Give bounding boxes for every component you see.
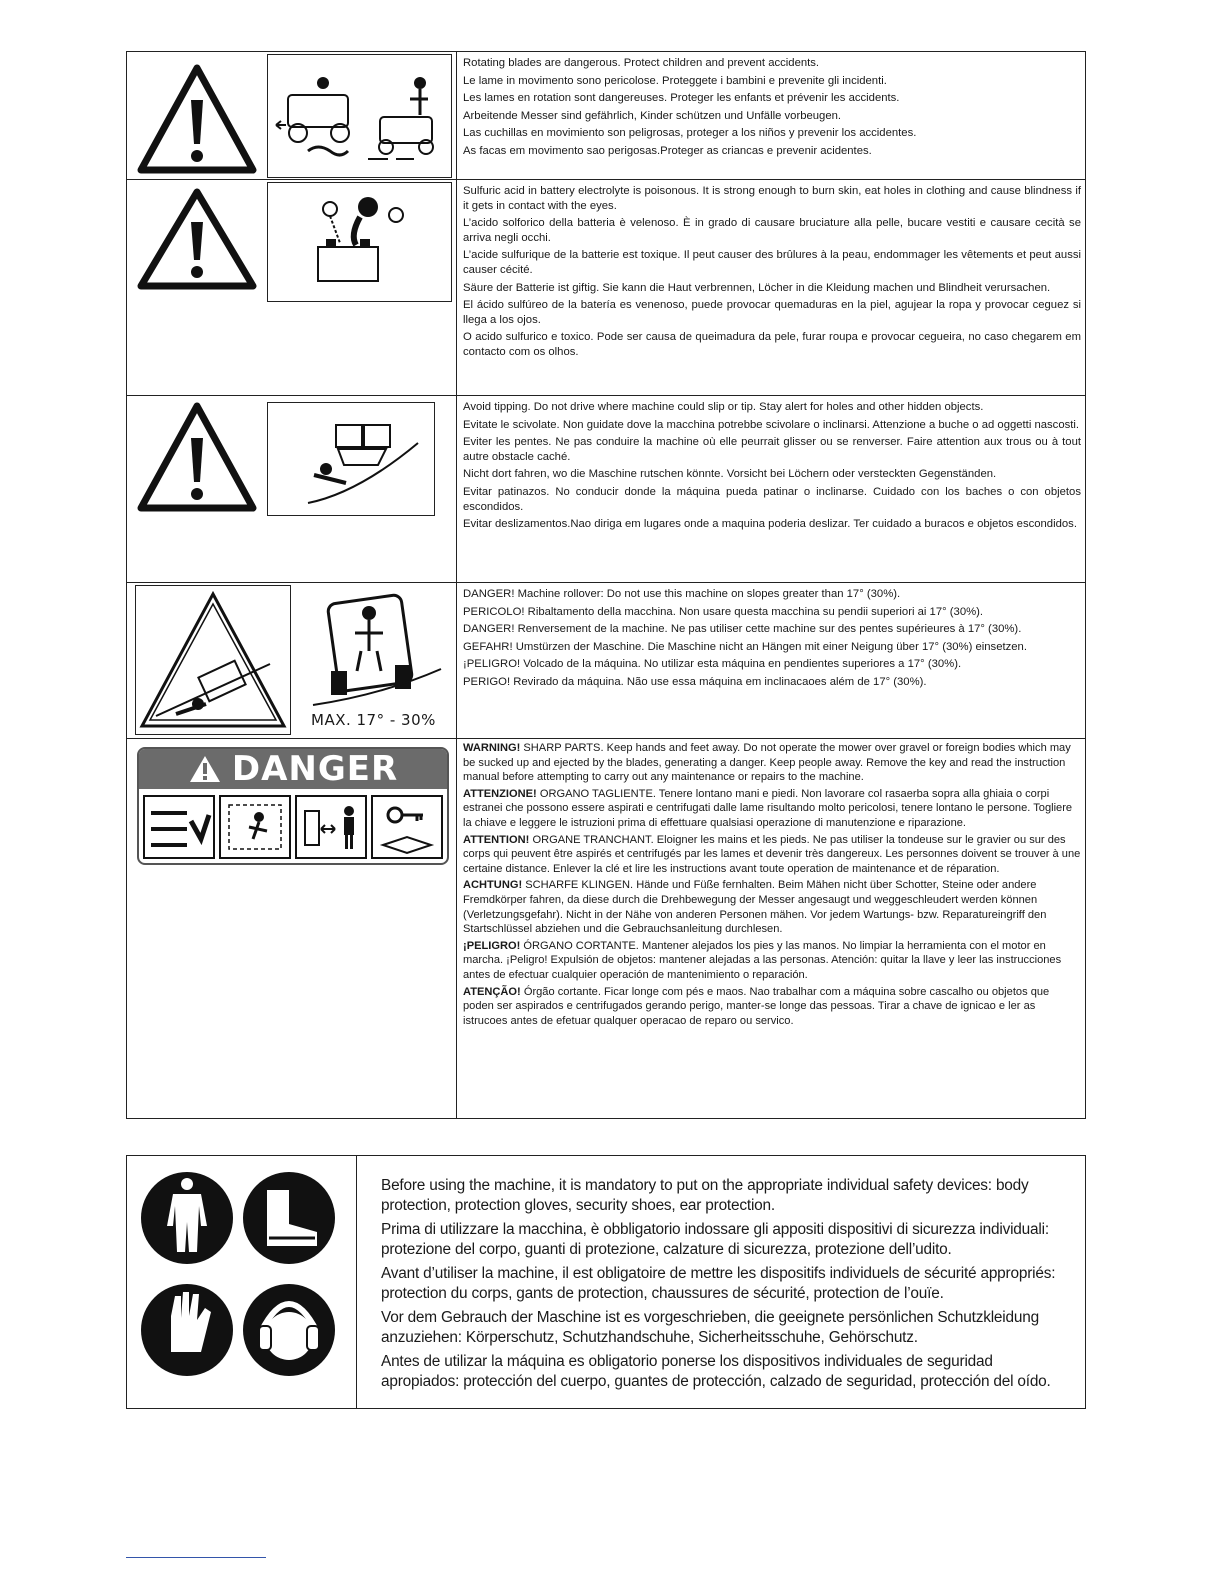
warning-line: PERIGO! Revirado da máquina. Não use essa máquina em inclinacaoes além de 17° (30%). — [463, 675, 927, 688]
warning-paragraph-heading: ATENÇÃO! — [463, 985, 521, 998]
warning-row-pictograms — [127, 180, 457, 395]
warning-line: Les lames en rotation sont dangereuses. Proteger les enfants et prévenir les accidents. — [463, 92, 900, 105]
warning-line: Le lame in movimento sono pericolose. Proteggete i bambini e prevenite gli incidenti. — [463, 74, 887, 87]
warning-text-block — [463, 400, 1081, 535]
key-manual-icon — [371, 795, 443, 859]
warning-paragraph-body: ÓRGANO CORTANTE. Mantener alejados los pies y las manos. No limpiar la herramienta con el motor en marcha. ¡Peligro! Expulsión de objetos: mantener alejadas a las personas. Atención: quitar la llave y leer las instrucciones antes de efectuar cualquier operación de mantenimiento o reparación. — [463, 939, 1062, 981]
warning-line: As facas em movimento sao perigosas.Proteger as criancas e prevenir acidentes. — [463, 144, 872, 157]
warning-paragraph-body: ORGANO TAGLIENTE. Tenere lontano mani e piedi. Non lavorare col rasaerba sopra alla ghiaia o corpi estranei che possono essere aspirati e centrifugati dalle lame risultando molto pericolosi, tenere lontano le persone. Togliere la chiave e leggere le istruzioni prima di effettuare qualsiasi operazione di manutenzione e riparazione. — [463, 787, 1073, 829]
warning-triangle-icon — [188, 754, 222, 784]
warning-row-pictograms — [127, 583, 457, 738]
glove-icon — [141, 1284, 233, 1376]
warning-paragraph-heading: ACHTUNG! — [463, 879, 523, 892]
ppe-requirements-table — [126, 1155, 1086, 1409]
slope-limit-label: MAX. 17° - 30% — [311, 711, 436, 729]
ppe-text-block — [381, 1176, 1071, 1396]
warning-text-block — [463, 56, 1081, 162]
warning-row-pictograms — [127, 739, 457, 1119]
warning-row-battery-acid — [127, 180, 1085, 396]
safety-boot-icon — [243, 1172, 335, 1264]
warning-line: Las cuchillas en movimiento son peligrosas, proteger a los niños y prevenir los accidentes. — [463, 127, 917, 140]
keep-distance-icon — [295, 795, 367, 859]
warning-line: Avoid tipping. Do not drive where machine could slip or tip. Stay alert for holes and other hidden objects. — [463, 401, 984, 413]
warning-paragraph-body: SHARP PARTS. Keep hands and feet away. Do not operate the mower over gravel or foreign bodies which may be sucked up and ejected by the blades, generating a danger. Keep people away. Remove the key and read the instruction manual before attempting to carry out any maintenance or repairs to the machine. — [463, 742, 1071, 784]
warning-paragraph-heading: ATTENTION! — [463, 833, 530, 846]
warning-paragraph-heading: WARNING! — [463, 742, 521, 754]
warning-paragraph-body: Órgão cortante. Ficar longe com pés e maos. Nao trabalhar com a máquina sobre cascalho ou objetos que poden ser aspirados e centrifugados gerando perigo, manter-se longe das pessoas. Tirar a chave de ignicao e ler as istrucoes antes de efetuar qualquer operacao de reparo ou servico. — [463, 985, 1050, 1027]
ppe-line: Antes de utilizar la máquina es obligatorio ponerse los dispositivos individuales de seguridad apropiados: protección del cuerpo, guantes de protección, calzado de seguridad, protección del oído. — [381, 1353, 1051, 1390]
rollover-triangle-pictogram — [135, 585, 291, 735]
warning-line: O acido sulfurico e toxico. Pode ser causa de queimadura da pele, furar roupa e provocar cegueira, no caso chegarem em contacto com os olhos. — [463, 331, 1081, 358]
ppe-line: Before using the machine, it is mandatory to put on the appropriate individual safety devices: body protection, protection gloves, security shoes, ear protection. — [381, 1177, 1029, 1214]
warning-row-sharp-parts — [127, 739, 1085, 1119]
warning-line: L’acide sulfurique de la batterie est toxique. Il peut causer des brûlures à la peau, endommager les vêtements et peut aussi causer cécité. — [463, 249, 1081, 276]
safety-warnings-table — [126, 51, 1086, 1119]
warning-paragraph — [463, 985, 1081, 1029]
warning-paragraph-body: ORGANE TRANCHANT. Eloigner les mains et les pieds. Ne pas utiliser la tondeuse sur le gravier ou sur des corps qui peuvent être aspirés et centrifugés par les lames et devenir très dangereux. Les personnes doivent se trouver à une certaine distance. Enlever la clé et lire les instructions avant toute operation de maintenance et de réparation. — [463, 833, 1081, 875]
ppe-pictograms — [127, 1156, 357, 1408]
ppe-line: Vor dem Gebrauch der Maschine ist es vorgeschrieben, die geeignete persönlichen Schutzkleidung anzuziehen: Körperschutz, Schutzhandschuhe, Sicherheitsschuhe, Gehörschutz. — [381, 1309, 1039, 1346]
warning-row-tipping — [127, 396, 1085, 583]
coverall-icon — [141, 1172, 233, 1264]
warning-paragraph — [463, 787, 1081, 831]
tipping-mower-pictogram — [267, 402, 435, 516]
warning-line: PERICOLO! Ribaltamento della macchina. Non usare questa macchina su pendii superiori ai 17° (30%). — [463, 605, 984, 618]
warning-row-rollover — [127, 583, 1085, 739]
slope-limit-pictogram — [291, 585, 451, 735]
warning-line: Rotating blades are dangerous. Protect children and prevent accidents. — [463, 57, 820, 69]
warning-paragraph — [463, 878, 1081, 936]
warning-paragraph — [463, 939, 1081, 983]
warning-paragraph-heading: ATTENZIONE! — [463, 787, 537, 800]
warning-text-block — [463, 184, 1081, 363]
danger-banner-text: DANGER — [231, 749, 399, 789]
foot-blade-icon — [143, 795, 215, 859]
warning-line: L’acido solforico della batteria è velenoso. È in grado di causare bruciature alla pelle, bucare vestiti e causare cecità se arriva negli occhi. — [463, 217, 1081, 244]
footnote-separator — [126, 1557, 266, 1558]
warning-text-block — [463, 587, 1081, 693]
warning-paragraph — [463, 833, 1081, 877]
warning-line: El ácido sulfúreo de la batería es venenoso, puede provocar quemaduras en la piel, agujear la ropa y provocar ceguez si llega a los ojos. — [463, 299, 1081, 326]
warning-line: DANGER! Renversement de la machine. Ne pas utiliser cette machine sur des pentes supérieures à 17° (30%). — [463, 623, 1022, 636]
battery-acid-pictogram — [267, 182, 452, 302]
warning-line: Säure der Batterie ist giftig. Sie kann die Haut verbrennen, Löcher in die Kleidung machen und Blindheit verursachen. — [463, 281, 1051, 294]
ppe-line: Prima di utilizzare la macchina, è obbligatorio indossare gli appositi dispositivi di sicurezza individuali: protezione del corpo, guanti di protezione, calzature di sicurezza, protezione dell’udito. — [381, 1221, 1049, 1258]
thrown-object-icon — [219, 795, 291, 859]
warning-line: Evitate le scivolate. Non guidate dove la macchina potrebbe scivolare o inclinarsi. Attenzione a buche o ad oggetti nascosti. — [463, 418, 1080, 431]
warning-line: GEFAHR! Umstürzen der Maschine. Die Maschine nicht an Hängen mit einer Neigung über 17° (30%) einsetzen. — [463, 640, 1027, 653]
warning-line: Evitar patinazos. No conducir donde la máquina pueda patinar o inclinarse. Cuidado con los baches o con objetos escondidos. — [463, 485, 1081, 513]
children-mower-pictogram — [267, 54, 452, 178]
warning-row-rotating-blades — [127, 52, 1085, 180]
warning-line: DANGER! Machine rollover: Do not use this machine on slopes greater than 17° (30%). — [463, 588, 901, 600]
warning-line: ¡PELIGRO! Volcado de la máquina. No utilizar esta máquina en pendientes superiores a 17° (30%). — [463, 658, 962, 671]
danger-decal — [137, 747, 449, 865]
warning-paragraph-body: SCHARFE KLINGEN. Hände und Füße fernhalten. Beim Mähen nicht über Schotter, Steine oder andere Fremdkörper fahren, da diese durch die Drehbewegung der Messer angesaugt und weggeschleudert werden können (Verletzungsgefahr). Nicht in der Nähe von anderen Personen mähen. Vor jedem Wartungs- bzw. Reparatureingriff den Startschlüssel abziehen und die Gebrauchsanleitung durchlesen. — [463, 879, 1047, 936]
warning-paragraph-heading: ¡PELIGRO! — [463, 939, 521, 952]
danger-banner — [139, 749, 447, 789]
warning-line: Nicht dort fahren, wo die Maschine rutschen könnte. Vorsicht bei Löchern oder versteckten Gegenständen. — [463, 468, 997, 481]
warning-line: Sulfuric acid in battery electrolyte is poisonous. It is strong enough to burn skin, eat holes in clothing and cause blindness if it gets in contact with the eyes. — [463, 185, 1081, 212]
ppe-line: Avant d’utiliser la machine, il est obligatoire de mettre les dispositifs individuels de sécurité appropriés: protection du corps, gants de protection, chaussures de sécurité, protection de l’ouïe. — [381, 1265, 1056, 1302]
danger-pictogram-row — [139, 789, 447, 865]
warning-line: Eviter les pentes. Ne pas conduire la machine où elle peurrait glisser ou se renverser. Faire attention aux trous ou à tout autre obstacle caché. — [463, 436, 1081, 463]
warning-line: Evitar deslizamentos.Nao diriga em lugares onde a maquina poderia deslizar. Ter cuidado a buracos e objetos escondidos. — [463, 518, 1077, 531]
warning-text-block — [463, 741, 1081, 1030]
warning-paragraph — [463, 741, 1081, 785]
warning-line: Arbeitende Messer sind gefährlich, Kinder schützen und Unfälle vorbeugen. — [463, 109, 842, 122]
ear-protection-icon — [243, 1284, 335, 1376]
warning-row-pictograms — [127, 52, 457, 179]
warning-row-pictograms — [127, 396, 457, 582]
